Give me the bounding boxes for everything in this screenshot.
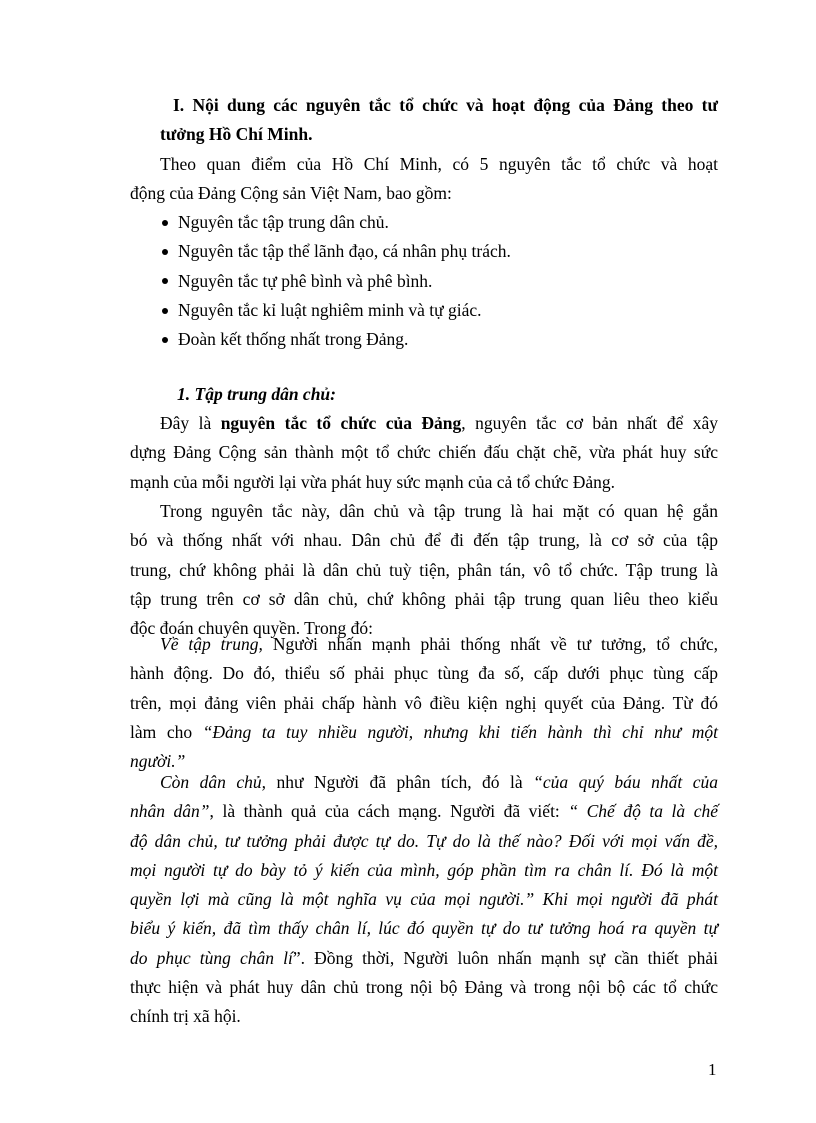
paragraph-line: trên, mọi đảng viên phải chấp hành vô điều kiện nghị quyết của Đảng. Từ đó <box>130 692 718 713</box>
paragraph-line: biểu ý kiến, đã tìm thấy chân lí, lúc đó quyền tự do tư tưởng hoá ra quyền tự <box>130 918 718 939</box>
list-item: Nguyên tắc tập trung dân chủ. <box>160 208 718 237</box>
paragraph-principle <box>130 409 718 497</box>
paragraph-line: Về tập trung, Người nhấn mạnh phải thống nhất về tư tưởng, tổ chức, <box>160 634 718 654</box>
paragraph-line: hành động. Do đó, thiểu số phải phục tùng đa số, cấp dưới phục tùng cấp <box>130 663 718 684</box>
paragraph-line: mạnh của mỗi người lại vừa phát huy sức mạnh của cả tổ chức Đảng. <box>130 471 616 492</box>
bullet-icon <box>162 337 168 343</box>
paragraph-line: độ dân chủ, tư tưởng phải được tự do. Tự do là thế nào? Đối với mọi vấn đề, <box>130 830 718 851</box>
bullet-icon <box>162 220 168 226</box>
paragraph-democracy <box>130 768 718 1032</box>
paragraph-line: tập trung trên cơ sở dân chủ, chứ không phải tập trung quan liêu theo kiểu <box>130 588 718 609</box>
list-item: Nguyên tắc tập thể lãnh đạo, cá nhân phụ trách. <box>160 237 718 266</box>
heading-line-1: I. Nội dung các nguyên tắc tổ chức và hoạt động của Đảng theo tư <box>173 95 718 115</box>
paragraph-line: Trong nguyên tắc này, dân chủ và tập trung là hai mặt có quan hệ gắn <box>160 501 718 521</box>
subsection-title: 1. Tập trung dân chủ: <box>177 384 336 404</box>
paragraph-line: Đây là nguyên tắc tổ chức của Đảng, nguyên tắc cơ bản nhất để xây <box>160 413 718 433</box>
paragraph-democracy-centralism <box>130 497 718 643</box>
intro-line-2: động của Đảng Cộng sản Việt Nam, bao gồm: <box>130 183 452 204</box>
bullet-icon <box>162 249 168 255</box>
section-heading <box>160 91 718 150</box>
paragraph-centralism <box>130 630 718 776</box>
bullet-icon <box>162 278 168 284</box>
paragraph-line: quyền lợi mà cũng là một nghĩa vụ của mọi người.” Khi mọi người đã phát <box>130 889 718 910</box>
paragraph-line: độc đoán chuyên quyền. Trong đó: <box>130 618 374 639</box>
list-item: Nguyên tắc tự phê bình và phê bình. <box>160 267 718 296</box>
paragraph-line: dựng Đảng Cộng sản thành một tổ chức chiến đấu chặt chẽ, vừa phát huy sức <box>130 442 718 463</box>
paragraph-line: do phục tùng chân lí”. Đồng thời, Người luôn nhấn mạnh sự cần thiết phải <box>130 947 718 968</box>
list-item: Nguyên tắc kỉ luật nghiêm minh và tự giác. <box>160 296 718 325</box>
paragraph-line: chính trị xã hội. <box>130 1006 241 1027</box>
paragraph-line: trung, chứ không phải là dân chủ tuỳ tiện, phân tán, vô tổ chức. Tập trung là <box>130 559 718 580</box>
list-item: Đoàn kết thống nhất trong Đảng. <box>160 325 718 354</box>
paragraph-line: Còn dân chủ, như Người đã phân tích, đó là “của quý báu nhất của <box>160 772 718 792</box>
bullet-icon <box>162 308 168 314</box>
heading-line-2: tưởng Hồ Chí Minh. <box>160 124 313 145</box>
principles-list <box>160 208 718 354</box>
intro-line-1: Theo quan điểm của Hồ Chí Minh, có 5 nguyên tắc tổ chức và hoạt <box>160 154 718 174</box>
paragraph-line: nhân dân”, là thành quả của cách mạng. Người đã viết: “ Chế độ ta là chế <box>130 801 718 822</box>
page-number: 1 <box>708 1060 717 1079</box>
paragraph-line: bó và thống nhất với nhau. Dân chủ để đi đến tập trung, là cơ sở của tập <box>130 530 718 551</box>
paragraph-line: người.” <box>130 751 186 772</box>
paragraph-line: thực hiện và phát huy dân chủ trong nội bộ Đảng và trong nội bộ các tổ chức <box>130 977 718 998</box>
intro-paragraph <box>130 150 718 209</box>
paragraph-line: làm cho “Đảng ta tuy nhiều người, nhưng khi tiến hành thì chỉ như một <box>130 721 718 742</box>
paragraph-line: mọi người tự do bày tỏ ý kiến của mình, góp phần tìm ra chân lí. Đó là một <box>130 859 718 880</box>
